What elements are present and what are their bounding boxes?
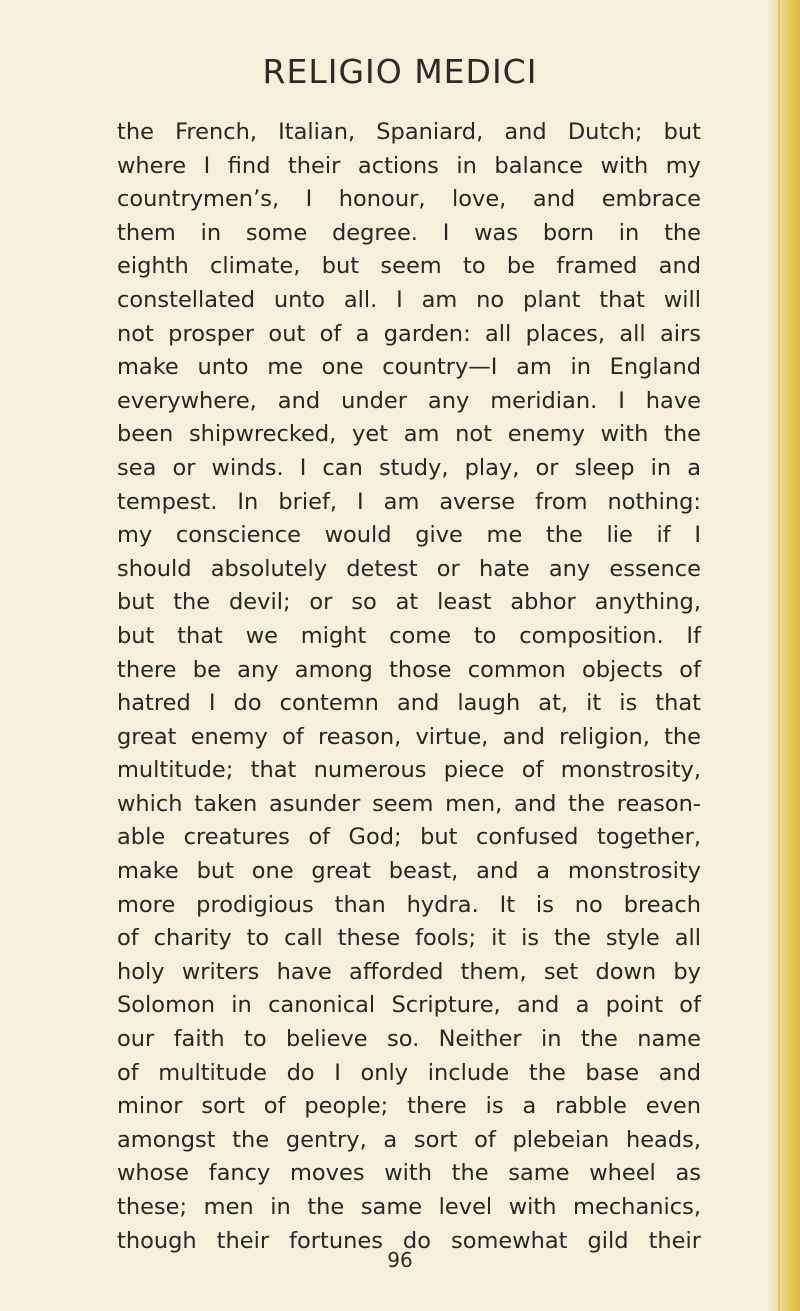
text-line: the French, Italian, Spaniard, and Dutch; but xyxy=(117,119,701,145)
text-line: not prosper out of a garden: all places, all airs xyxy=(117,320,701,347)
text-line: whose fancy moves with the same wheel as xyxy=(117,1160,701,1187)
text-line: constellated unto all. I am no plant that will xyxy=(117,286,701,313)
text-line: though their fortunes do somewhat gild their xyxy=(117,1227,701,1254)
text-line: more prodigious than hydra. It is no breach xyxy=(117,891,701,918)
text-line: everywhere, and under any meridian. I have xyxy=(117,387,701,414)
text-line: my conscience would give me the lie if I xyxy=(117,522,701,549)
text-line: holy writers have afforded them, set down by xyxy=(117,958,701,985)
text-line: amongst the gentry, a sort of plebeian heads, xyxy=(117,1126,701,1153)
text-line: great enemy of reason, virtue, and religion, the xyxy=(117,723,701,750)
text-line: Solomon in canonical Scripture, and a point of xyxy=(117,992,701,1019)
text-line: sea or winds. I can study, play, or sleep in a xyxy=(117,454,701,481)
text-line: these; men in the same level with mechanics, xyxy=(117,1194,701,1220)
text-line: of multitude do I only include the base and xyxy=(117,1059,701,1086)
text-line: there be any among those common objects of xyxy=(117,656,701,683)
text-line: which taken asunder seem men, and the reason- xyxy=(117,790,701,817)
text-line: make but one great beast, and a monstrosity xyxy=(117,858,701,885)
text-line: been shipwrecked, yet am not enemy with the xyxy=(117,421,701,448)
text-line: minor sort of people; there is a rabble even xyxy=(117,1093,701,1120)
body-text xyxy=(117,116,701,1258)
text-line: but the devil; or so at least abhor anything, xyxy=(117,589,701,616)
text-line: them in some degree. I was born in the xyxy=(117,219,701,246)
text-line: make unto me one country—I am in England xyxy=(117,354,701,381)
text-line: multitude; that numerous piece of monstrosity, xyxy=(117,757,701,784)
text-line: but that we might come to composition. If xyxy=(117,622,701,649)
page-number: 96 xyxy=(387,1248,413,1272)
text-line: countrymen’s, I honour, love, and embrace xyxy=(117,186,701,213)
text-line: should absolutely detest or hate any essence xyxy=(117,555,701,582)
text-line: where I find their actions in balance with my xyxy=(117,152,701,179)
page-gilt-edge xyxy=(768,0,800,1311)
text-line: tempest. In brief, I am averse from nothing: xyxy=(117,488,701,515)
text-line: able creatures of God; but confused together, xyxy=(117,824,701,851)
text-line: eighth climate, but seem to be framed and xyxy=(117,253,701,280)
text-line: our faith to believe so. Neither in the name xyxy=(117,1026,701,1053)
text-line: hatred I do contemn and laugh at, it is that xyxy=(117,690,701,717)
text-line: of charity to call these fools; it is the style all xyxy=(117,925,701,952)
running-head: RELIGIO MEDICI xyxy=(262,52,538,91)
